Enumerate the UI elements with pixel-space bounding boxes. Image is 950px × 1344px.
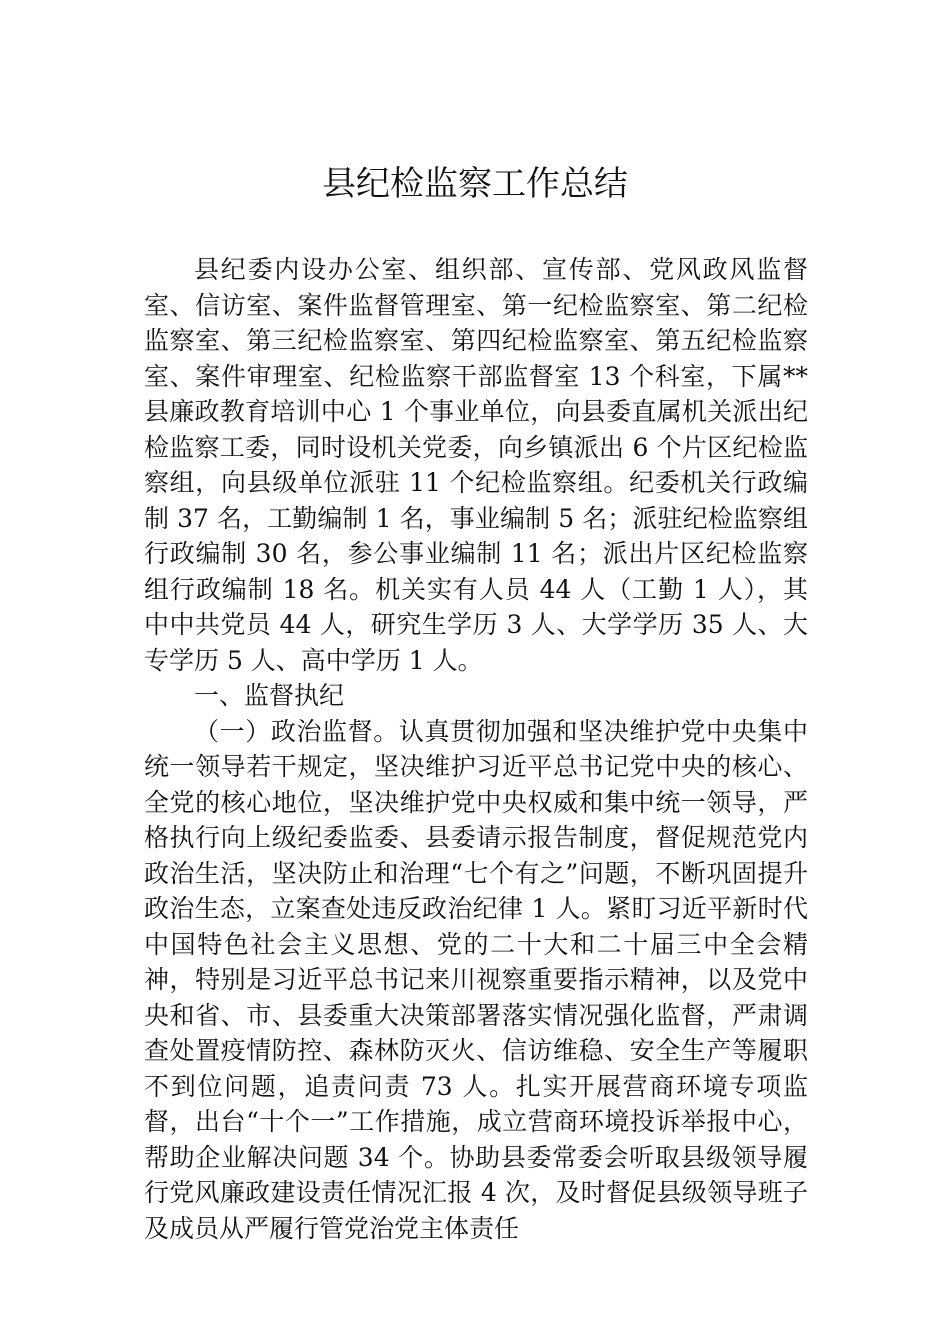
- section-heading: 一、监督执纪: [194, 681, 345, 710]
- paragraph-political-supervision: （一）政治监督。认真贯彻加强和坚决维护党中央集中统一领导若干规定，坚决维护习近平总书记党中央的核心、全党的核心地位，坚决维护党中央权威和集中统一领导，严格执行向上级纪委监委、县委请示报告制度，督促规范党内政治生活，坚决防止和治理“七个有之”问题，不断巩固提升政治生态，立案查处违反政治纪律 1 人。紧盯习近平新时代中国特色社会主义思想、党的二十大和二十届三中全会精神，特别是习近平总书记来川视察重要指示精神，以及党中央和省、市、县委重大决策部署落实情况强化监督，严肃调查处置疫情防控、森林防灭火、信访维稳、安全生产等履职不到位问题，追责问责 73 人。扎实开展营商环境专项监督，出台“十个一”工作措施，成立营商环境投诉举报中心，帮助企业解决问题 34 个。协助县委常委会听取县级领导履行党风廉政建设责任情况汇报 4 次，及时督促县级领导班子及成员从严履行管党治党主体责任: [144, 716, 808, 1243]
- paragraph-overview: 县纪委内设办公室、组织部、宣传部、党风政风监督室、信访室、案件监督管理室、第一纪检监察室、第二纪检监察室、第三纪检监察室、第四纪检监察室、第五纪检监察室、案件审理室、纪检监察干部监督室 13 个科室，下属**县廉政教育培训中心 1 个事业单位，向县委直属机关派出纪检监察工委，同时设机关党委，向乡镇派出 6 个片区纪检监察组，向县级单位派驻 11 个纪检监察组。纪委机关行政编制 37 名，工勤编制 1 名，事业编制 5 名；派驻纪检监察组行政编制 30 名，参公事业编制 11 名；派出片区纪检监察组行政编制 18 名。机关实有人员 44 人（工勤 1 人），其中中共党员 44 人，研究生学历 3 人、大学学历 35 人、大专学历 5 人、高中学历 1 人。: [144, 255, 808, 675]
- document-body: [144, 252, 808, 1246]
- document-title: 县纪检监察工作总结: [322, 164, 628, 204]
